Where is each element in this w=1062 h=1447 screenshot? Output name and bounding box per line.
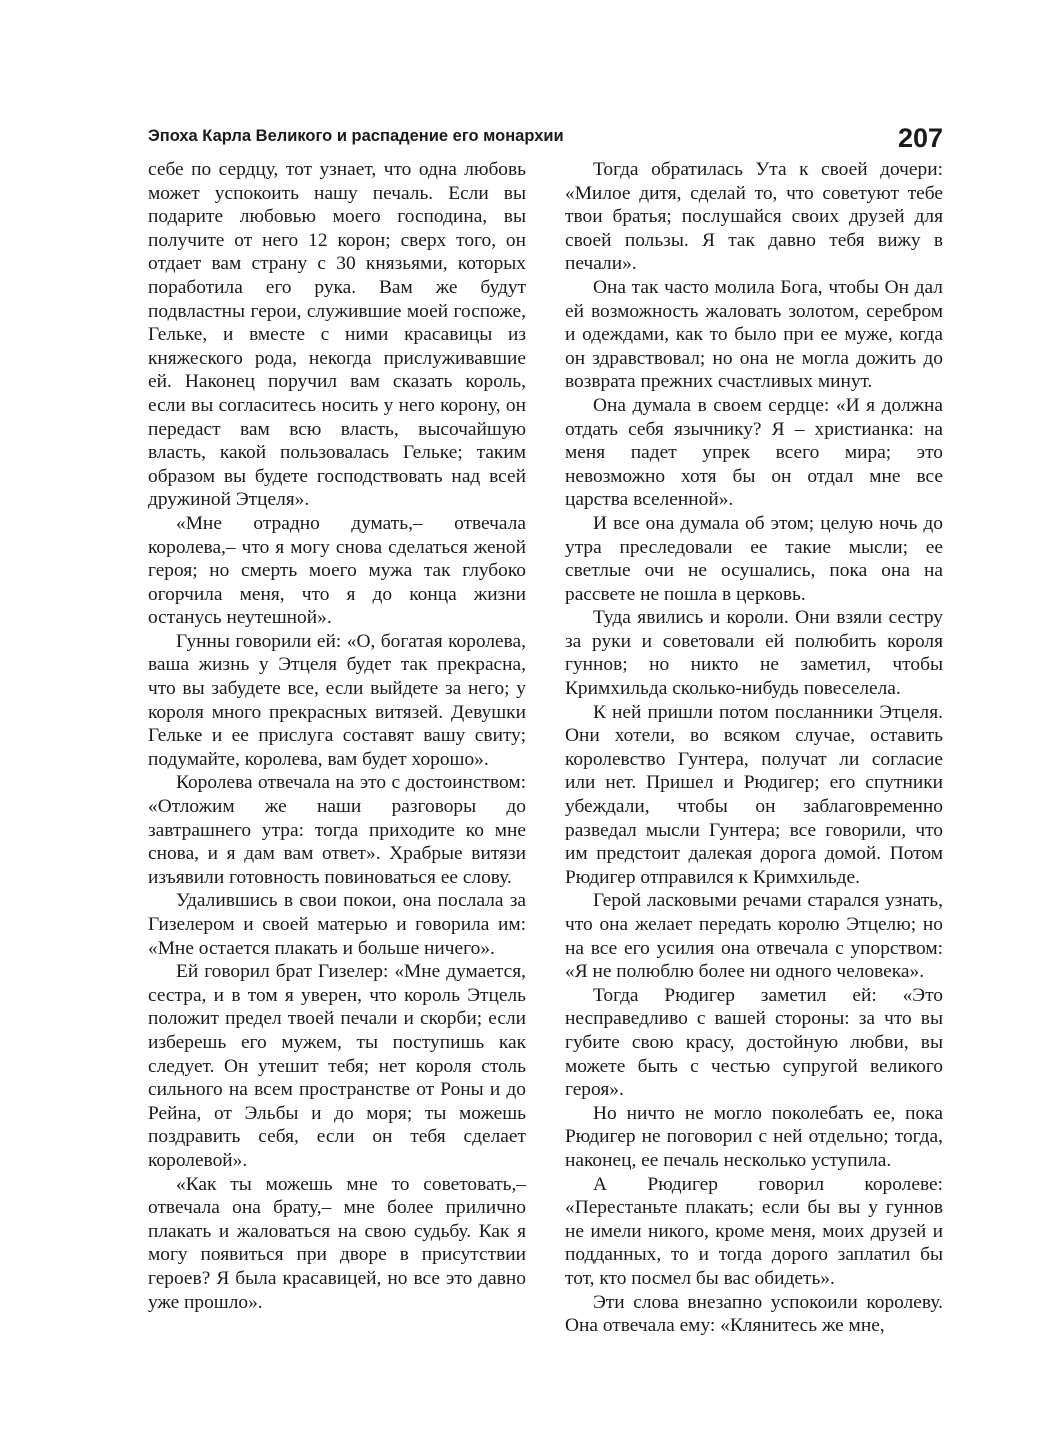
paragraph: А Рюдигер говорил королеве: «Перестаньте плакать; если бы вы у гуннов не имели никого, кроме меня, моих друзей и подданных, то и тогда дорого заплатил бы тот, кто посмел бы вас обидеть». <box>565 1173 943 1289</box>
paragraph: Тогда обратилась Ута к своей дочери: «Милое дитя, сделай то, что советуют тебе твои братья; послушайся своих друзей для своей пользы. Я так давно тебя вижу в печали». <box>565 159 943 275</box>
paragraph: Удалившись в свои покои, она послала за Гизелером и своей матерью и говорила им: «Мне остается плакать и больше ничего». <box>148 890 526 959</box>
paragraph: И все она думала об этом; целую ночь до утра преследовали ее такие мысли; ее светлые очи не осушались, пока она на рассвете не пошла в церковь. <box>565 512 943 605</box>
paragraph: Эти слова внезапно успокоили королеву. Она отвечала ему: «Клянитесь же мне, <box>565 1291 943 1337</box>
paragraph: Она так часто молила Бога, чтобы Он дал ей возможность жаловать золотом, серебром и одеждами, как то было при ее муже, когда он здравствовал; но она не могла дожить до возврата прежних счастливых минут. <box>565 276 943 393</box>
paragraph: Королева отвечала на это с достоинством: «Отложим же наши разговоры до завтрашнего утра: тогда приходите ко мне снова, и я дам вам ответ». Храбрые витязи изъявили готовность повиноваться ее слову. <box>148 772 526 888</box>
running-title: Эпоха Карла Великого и распадение его монархии <box>148 127 564 145</box>
right-column <box>565 158 943 1338</box>
paragraph: «Мне отрадно думать,– отвечала королева,– что я могу снова сделаться женой героя; но смерть моего мужа так глубоко огорчила меня, что я до конца жизни останусь неутешной». <box>148 512 526 629</box>
paragraph: «Как ты можешь мне то советовать,– отвечала она брату,– мне более прилично плакать и жаловаться на свою судьбу. Как я могу появиться при дворе в присутствии героев? Я была красавицей, но все это давно уже прошло». <box>148 1173 526 1313</box>
left-column <box>148 158 526 1314</box>
paragraph: Она думала в своем сердце: «И я должна отдать себя язычнику? Я – христианка: на меня падет упрек всего мира; это невозможно хотя бы он отдал мне все царства вселенной». <box>565 394 943 511</box>
paragraph: Ей говорил брат Гизелер: «Мне думается, сестра, и в том я уверен, что король Этцель положит предел твоей печали и скорби; если изберешь его мужем, ты поступишь как следует. Он утешит тебя; нет короля столь сильного на всем пространстве от Роны и до Рейна, от Эльбы и до моря; ты можешь поздравить себя, если он тебя сделает королевой». <box>148 961 526 1171</box>
paragraph: Герой ласковыми речами старался узнать, что она желает передать королю Этцелю; но на все его усилия она отвечала с упорством: «Я не полюблю более ни одного человека». <box>565 890 943 983</box>
paragraph: Тогда Рюдигер заметил ей: «Это несправедливо с вашей стороны: за что вы губите свою красу, достойную любви, вы можете быть с честью супругой великого героя». <box>565 984 943 1101</box>
paragraph: себе по сердцу, тот узнает, что одна любовь может успокоить нашу печаль. Если вы подарите любовью моего господина, вы получите от него 12 корон; сверх того, он отдает вам страну с 30 князьями, которых поработила его рука. Вам же будут подвластны герои, служившие моей госпоже, Гельке, и вместе с ними красавицы из княжеского рода, некогда прислуживавшие ей. Наконец поручил вам сказать король, если вы согласитесь носить у него корону, он передаст вам всю власть, высочайшую власть, какой пользовалась Гельке; таким образом вы будете господствовать над всей дружиной Этцеля». <box>148 159 526 511</box>
paragraph: Но ничто не могло поколебать ее, пока Рюдигер не поговорил с ней отдельно; тогда, наконец, ее печаль несколько уступила. <box>565 1102 943 1171</box>
paragraph: Гунны говорили ей: «О, богатая королева, ваша жизнь у Этцеля будет так прекрасна, что вы забудете все, если выйдете за него; у короля много прекрасных витязей. Девушки Гельке и ее прислуга составят вашу свиту; подумайте, королева, вам будет хорошо». <box>148 630 526 770</box>
running-header <box>148 112 943 152</box>
paragraph: К ней пришли потом посланники Этцеля. Они хотели, во всяком случае, оставить королевство Гунтера, получат ли согласие или нет. Пришел и Рюдигер; его спутники убеждали, чтобы он заблаговременно разведал мысли Гунтера; все говорили, что им предстоит далекая дорога домой. Потом Рюдигер отправился к Кримхильде. <box>565 701 943 888</box>
paragraph: Туда явились и короли. Они взяли сестру за руки и советовали ей полюбить короля гуннов; но никто не заметил, чтобы Кримхильда сколько-нибудь повеселела. <box>565 607 943 700</box>
page-number: 207 <box>897 123 943 153</box>
